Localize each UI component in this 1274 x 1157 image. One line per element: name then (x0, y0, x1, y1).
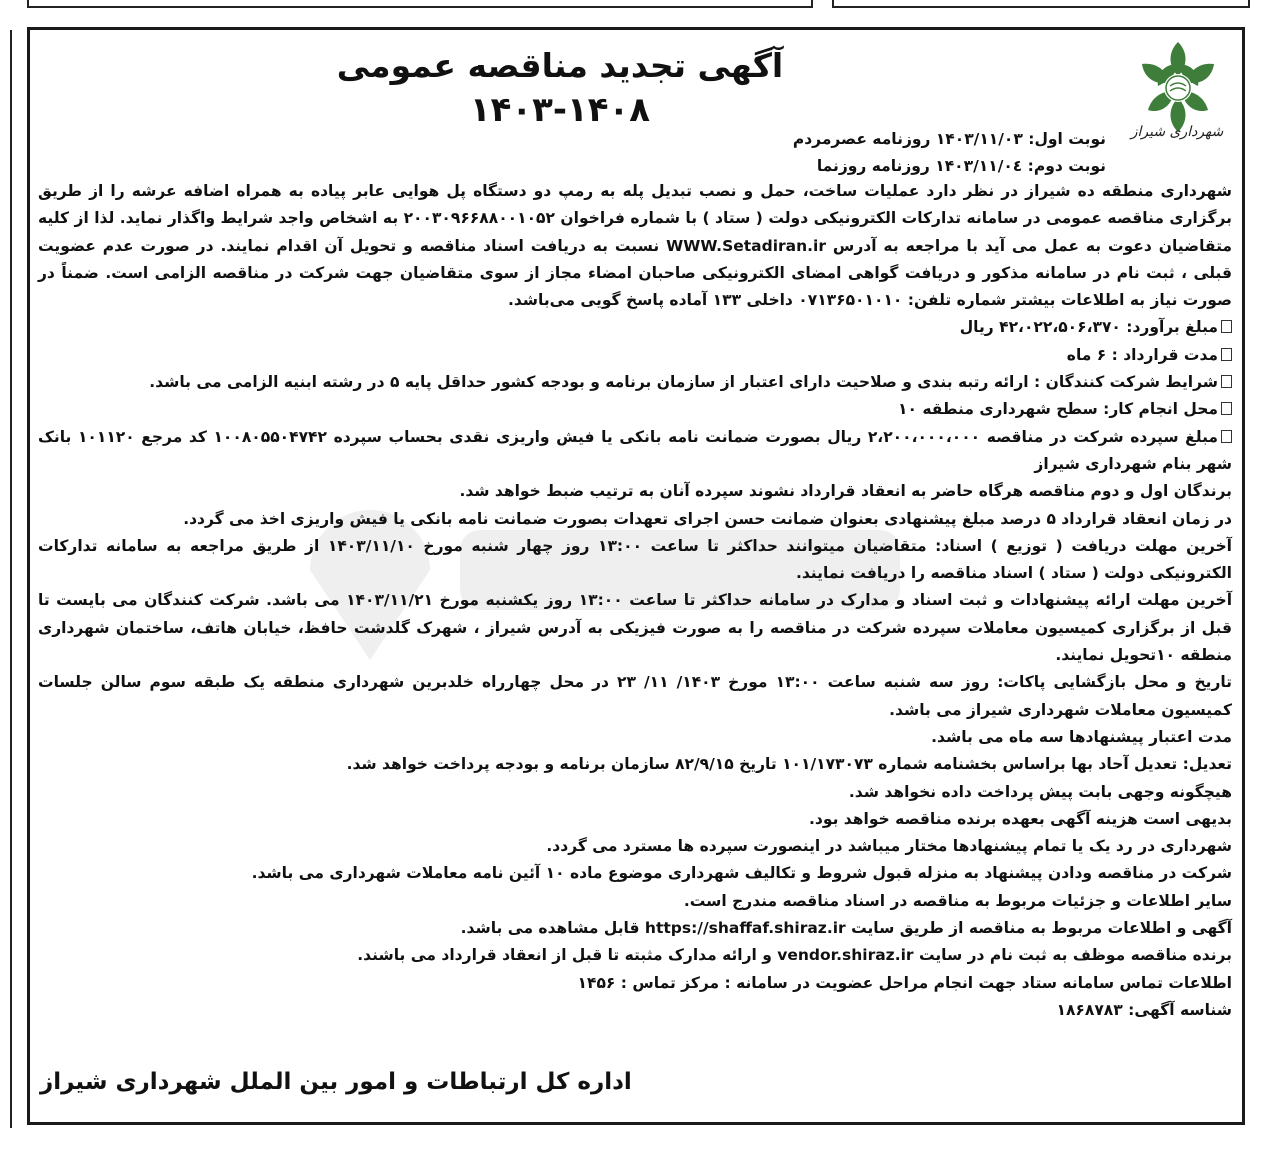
body-paragraph: تعدیل: تعدیل آحاد بها براساس بخشنامه شماره ۱۰۱/۱۷۳۰۷۳ تاریخ ۸۲/۹/۱۵ سازمان برنامه و بودجه پرداخت خواهد شد. (346, 755, 1232, 774)
body-paragraph: آخرین مهلت دریافت ( توزیع ) اسناد: متقاضیان میتوانند حداکثر تا ساعت ۱۳:۰۰ روز چهار شنبه مورخ ۱۴۰۳/۱۱/۱۰ از طریق مراجعه به سامانه تدارکات الکترونیکی دولت ( ستاد ) اسناد مناقصه را دریافت نمایند. (38, 536, 1232, 583)
publication-line: نوبت اول: ۱۴۰۳/۱۱/۰۳ روزنامه عصرمردم (792, 130, 1106, 148)
checkbox-icon (1221, 430, 1232, 443)
checkbox-icon (1221, 402, 1232, 415)
notice-title: آگهی تجدید مناقصه عمومی (336, 46, 784, 85)
body-paragraph: شرکت در مناقصه ودادن پیشنهاد به منزله قبول شروط و تکالیف شهرداری موضوع ماده ۱۰ آئین نامه معاملات شهرداری می باشد. (251, 864, 1232, 883)
body-paragraph: تاریخ و محل بازگشایی پاکات: روز سه شنبه ساعت ۱۳:۰۰ مورخ ۱۴۰۳/ ۱۱/ ۲۳ در محل چهارراه خلدبرین شهرداری منطقه یک طبقه سوم سالن جلسات کمیسیون معاملات شهرداری شیراز می باشد. (38, 673, 1233, 719)
checkbox-icon (1221, 348, 1232, 361)
bullet-item: محل انجام کار: سطح شهرداری منطقه ۱۰ (38, 396, 1232, 423)
body-paragraph: سایر اطلاعات و جزئیات مربوط به مناقصه در اسناد مناقصه مندرج است. (683, 891, 1232, 910)
body-paragraph: آخرین مهلت ارائه پیشنهادات و ثبت اسناد و مدارک در سامانه حداکثر تا ساعت ۱۳:۰۰ روز یکشنبه مورخ ۱۴۰۳/۱۱/۲۱ می باشد. شرکت کنندگان می بایست تا قبل از برگزاری کمیسیون معاملات سپرده شرکت در مناقصه را به صورت فیزیکی به آدرس شیراز ، شهرک گلدشت حافظ، خیابان هاتف، ساختمان شهرداری منطقه ۱۰تحویل نمایند. (38, 591, 1233, 665)
body-paragraph: شهرداری در رد یک یا تمام پیشنهادها مختار میباشد در اینصورت سپرده ها مسترد می گردد. (546, 837, 1232, 856)
body-paragraph: اطلاعات تماس سامانه ستاد جهت انجام مراحل عضویت در سامانه : مرکز تماس : ۱۴۵۶ (577, 973, 1232, 992)
checkbox-icon (1221, 320, 1232, 333)
body-paragraph: مدت اعتبار پیشنهادها سه ماه می باشد. (931, 727, 1232, 746)
intro-paragraph: شهرداری منطقه ده شیراز در نظر دارد عملیات ساخت، حمل و نصب تبدیل پله به رمپ دو دستگاه پل هوایی عابر پیاده به همراه اضافه عرشه را از طریق برگزاری مناقصه عمومی در سامانه تدارکات الکترونیکی دولت ( ستاد ) با شماره فراخوان ۲۰۰۳۰۹۶۶۸۸۰۰۱۰۵۲ به اشخاص واجد شرایط واگذار نماید. لذا از کلیه متقاضیان دعوت به عمل می آید با مراجعه به آدرس WWW.Setadiran.ir نسبت به دریافت اسناد مناقصه و تحویل آن اقدام نمایند. در صورت عدم عضویت قبلی ، ثبت نام در سامانه مذکور و دریافت گواهی امضای الکترونیکی صاحبان امضاء مجاز از سوی متقاضیان جهت شرکت در مناقصه الزامی است. ضمناً در صورت نیاز به اطلاعات بیشتر شماره تلفن: ۰۷۱۳۶۵۰۱۰۱۰ داخلی ۱۳۳ آماده پاسخ گویی می‌باشد. (38, 182, 1233, 310)
signature: اداره کل ارتباطات و امور بین الملل شهرداری شیراز (40, 1069, 632, 1095)
notice-body (38, 178, 1232, 1024)
bullet-item: شرایط شرکت کنندگان : ارائه رتبه بندی و صلاحیت دارای اعتبار از سازمان برنامه و بودجه کشور حداقل پایه ۵ در رشته ابنیه الزامی می باشد. (38, 369, 1232, 396)
checkbox-icon (1221, 375, 1232, 388)
publication-line: نوبت دوم: ۱۴۰۳/۱۱/۰٤ روزنامه روزنما (816, 157, 1106, 176)
tender-number: ۱۴۰۳-۱۴۰۸ (469, 90, 651, 130)
notice-id: شناسه آگهی: ۱۸۶۸۷۸۳ (1056, 1000, 1232, 1019)
body-paragraph: برنده مناقصه موظف به ثبت نام در سایت vendor.shiraz.ir و ارائه مدارک مثبته تا قبل از انعقاد قرارداد می باشند. (357, 946, 1232, 965)
bullet-item: مدت قرارداد : ۶ ماه (38, 342, 1232, 369)
body-paragraph: در زمان انعقاد قرارداد ۵ درصد مبلغ پیشنهادی بعنوان ضمانت حسن اجرای تعهدات بصورت ضمانت نامه بانکی یا فیش واریزی اخذ می گردد. (183, 509, 1232, 528)
body-paragraph: هیچگونه وجهی بابت پیش پرداخت داده نخواهد شد. (848, 782, 1232, 801)
left-edge-line (10, 30, 12, 1128)
bullet-item: مبلغ سپرده شرکت در مناقصه ۲،۲۰۰،۰۰۰،۰۰۰ ریال بصورت ضمانت نامه بانکی یا فیش واریزی نقدی بحساب سپرده ۱۰۰۸۰۵۵۰۴۷۴۲ کد مرجع ۱۰۱۱۲۰ بانک شهر بنام شهرداری شیراز (38, 427, 1232, 473)
top-left-box-edge (27, 0, 813, 8)
body-paragraph: برندگان اول و دوم مناقصه هرگاه حاضر به انعقاد قرارداد نشوند سپرده آنان به ترتیب ضبط خواهد شد. (459, 482, 1232, 501)
body-paragraph: آگهی و اطلاعات مربوط به مناقصه از طریق سایت https://shaffaf.shiraz.ir قابل مشاهده می باشد. (460, 919, 1232, 938)
notice-heading (300, 44, 820, 132)
top-right-box-edge (832, 0, 1250, 8)
logo-caption: شهرداری شیراز (1130, 124, 1224, 140)
bullet-item: مبلغ برآورد: ۴۲،۰۲۲،۵۰۶،۳۷۰ ریال (38, 314, 1232, 341)
body-paragraph: بدیهی است هزینه آگهی بعهده برنده مناقصه خواهد بود. (809, 809, 1232, 828)
publication-info (38, 126, 1106, 181)
